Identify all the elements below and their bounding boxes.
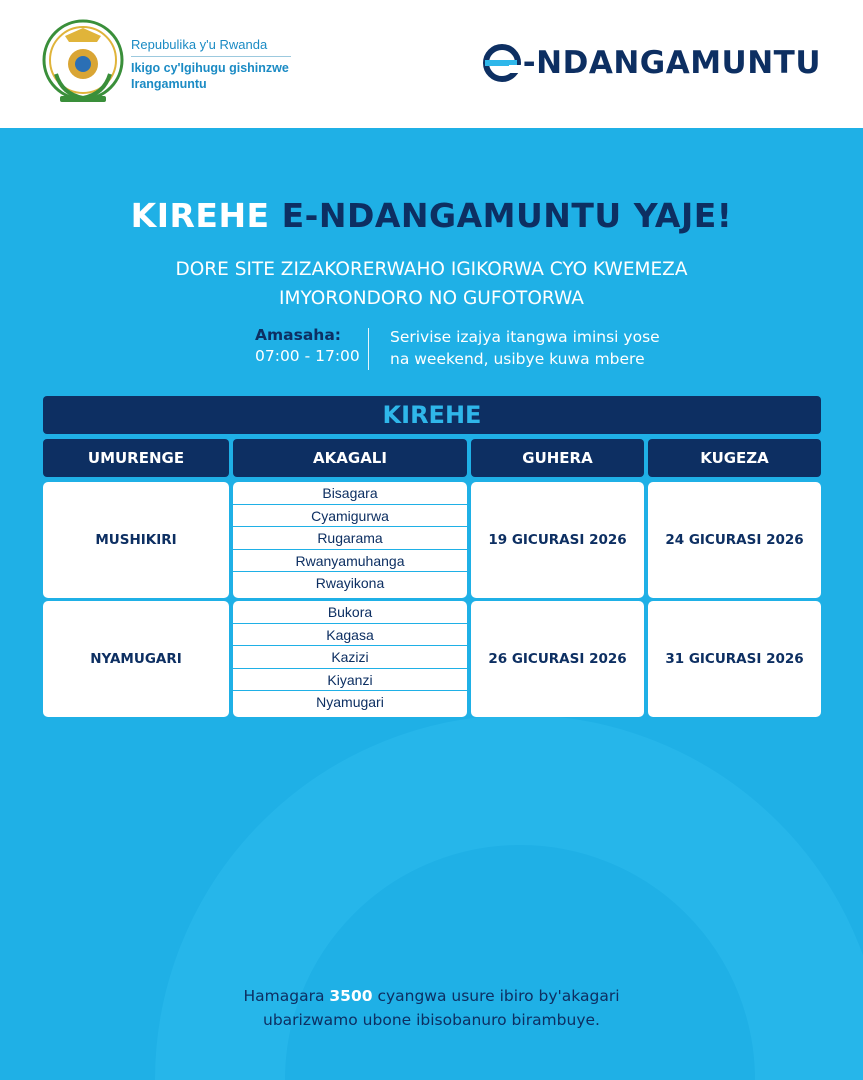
hours-block [255,326,369,365]
cell-name: Rugarama [233,527,467,550]
cell-name: Kagasa [233,624,467,647]
cell-name: Bisagara [233,482,467,505]
page-subtitle [0,255,863,313]
table-row-end-date: 24 GICURASI 2026 [648,482,821,598]
subtitle-line1: DORE SITE ZIZAKORERWAHO IGIKORWA CYO KWEMEZA [175,259,688,280]
column-header-sector: UMURENGE [43,439,229,477]
header [0,0,863,128]
footer-pre: Hamagara [243,987,330,1005]
org-country: Repubulika y'u Rwanda [131,37,291,57]
org-agency-line2: Irangamuntu [131,77,207,91]
service-note [390,326,690,370]
cell-name: Kazizi [233,646,467,669]
table-district-title: KIREHE [43,396,821,434]
title-rest: E-NDANGAMUNTU YAJE! [281,196,733,235]
footer-line1 [0,984,863,1008]
page-title [0,196,863,235]
cell-name: Kiyanzi [233,669,467,692]
e-logo-icon [483,44,521,82]
table-row-sector: MUSHIKIRI [43,482,229,598]
cell-name: Rwayikona [315,575,385,592]
org-agency-line1: Ikigo cy'Igihugu gishinzwe [131,61,289,75]
table-row-start-date: 26 GICURASI 2026 [471,601,644,717]
hours-label: Amasaha: [255,326,341,344]
coat-of-arms-icon [42,18,124,106]
subtitle-line2: IMYORONDORO NO GUFOTORWA [279,288,584,309]
table-row-end-date: 31 GICURASI 2026 [648,601,821,717]
title-district: KIREHE [130,196,270,235]
organization-name [131,37,291,92]
column-header-end: KUGEZA [648,439,821,477]
footer-post: cyangwa usure ibiro by'akagari [372,987,620,1005]
hours-value: 07:00 - 17:00 [255,347,360,365]
service-note-line1: Serivise izajya itangwa iminsi yose [390,328,660,346]
brand-logo [483,44,821,82]
table-row-sector: NYAMUGARI [43,601,229,717]
table-row-cells [233,482,467,598]
footer-line2: ubarizwamo ubone ibisobanuro birambuye. [263,1011,600,1029]
service-note-line2: na weekend, usibye kuwa mbere [390,350,645,368]
column-header-cell: AKAGALI [233,439,467,477]
cell-name: Rwanyamuhanga [233,550,467,573]
divider [368,328,369,370]
phone-number: 3500 [329,987,373,1005]
cell-name: Bukora [233,601,467,624]
cell-name: Cyamigurwa [233,505,467,528]
table-row-cells [233,601,467,717]
column-header-start: GUHERA [471,439,644,477]
footer-note [0,984,863,1032]
table-row-start-date: 19 GICURASI 2026 [471,482,644,598]
brand-wordmark: -NDANGAMUNTU [522,45,821,81]
cell-name: Nyamugari [316,694,384,711]
